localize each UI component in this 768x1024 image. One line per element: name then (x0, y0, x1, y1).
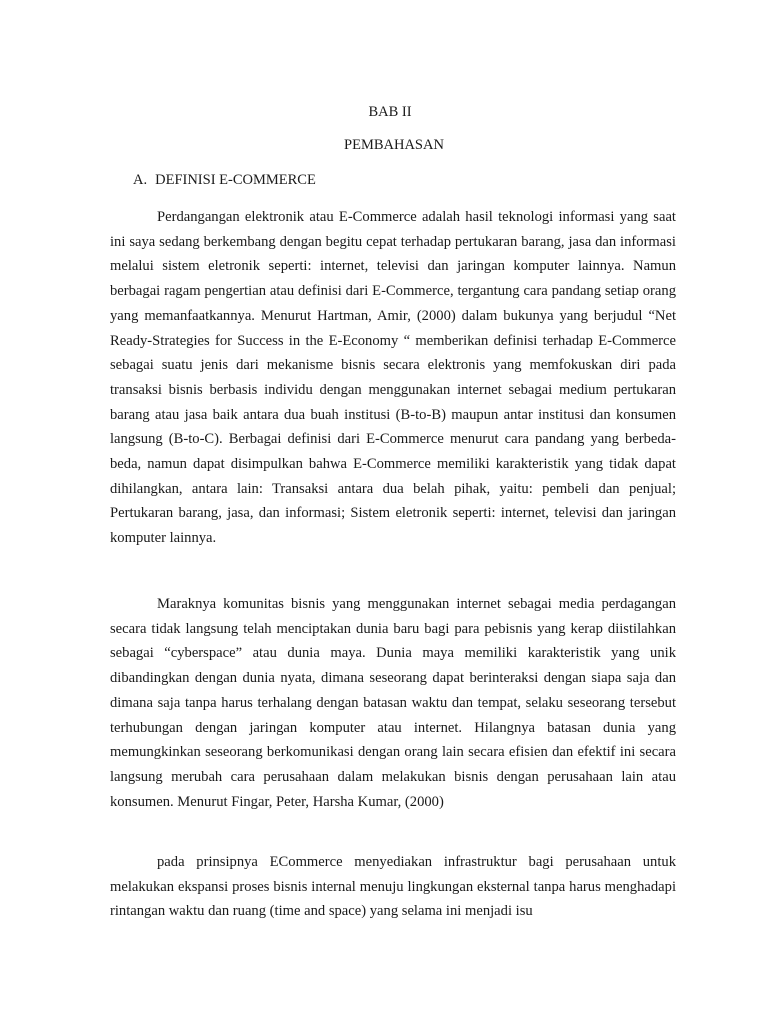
paragraph-infrastructure: pada prinsipnya ECommerce menyediakan infrastruktur bagi perusahaan untuk melakukan ekspansi proses bisnis internal menuju lingkungan eksternal tanpa harus menghadapi rintangan waktu dan ruang (time and space) yang selama ini menjadi isu (110, 854, 676, 920)
chapter-title: PEMBAHASAN (344, 137, 444, 153)
section-title: DEFINISI E-COMMERCE (155, 172, 316, 188)
paragraph-definition: Perdangangan elektronik atau E-Commerce adalah hasil teknologi informasi yang saat ini saya sedang berkembang dengan begitu cepat terhadap pertukaran barang, jasa dan informasi melalui sistem eletronik seperti: internet, televisi dan jaringan komputer lainnya. Namun berbagai ragam pengertian atau definisi dari E-Commerce, tergantung cara pandang setiap orang yang memanfaatkannya. Menurut Hartman, Amir, (2000) dalam bukunya yang berjudul “Net Ready-Strategies for Success in the E-Economy “ memberikan definisi terhadap E-Commerce sebagai suatu jenis dari mekanisme bisnis secara elektronis yang memfokuskan diri pada transaksi bisnis berbasis individu dengan menggunakan internet sebagai medium pertukaran barang atau jasa baik antara dua buah institusi (B-to-B) maupun antar institusi dan konsumen langsung (B-to-C). Berbagai definisi dari E-Commerce menurut cara pandang yang berbeda-beda, namun dapat disimpulkan bahwa E-Commerce memiliki karakteristik yang tidak dapat dihilangkan, antara lain: Transaksi antara dua belah pihak, yaitu: pembeli dan penjual; Pertukaran barang, jasa, dan informasi; Sistem eletronik seperti: internet, televisi dan jaringan komputer lainnya. (110, 209, 676, 547)
section-marker: A. (133, 172, 148, 188)
chapter-number: BAB II (368, 104, 412, 120)
paragraph-cyberspace: Maraknya komunitas bisnis yang menggunakan internet sebagai media perdagangan secara tidak langsung telah menciptakan dunia baru bagi para pebisnis yang kerap diistilahkan sebagai “cyberspace” atau dunia maya. Dunia maya memiliki karakteristik yang unik dibandingkan dengan dunia nyata, dimana seseorang dapat berinteraksi dengan siapa saja dan dimana saja tanpa harus terhalang dengan batasan waktu dan tempat, selaku seseorang tersebut terhubungan dengan jaringan komputer atau internet. Hilangnya batasan dunia yang memungkinkan seseorang berkomunikasi dengan orang lain secara efisien dan efektif ini secara langsung merubah cara perusahaan dalam melakukan bisnis dengan perusahaan lain atau konsumen. Menurut Fingar, Peter, Harsha Kumar, (2000) (110, 596, 676, 810)
section-heading (133, 172, 316, 189)
